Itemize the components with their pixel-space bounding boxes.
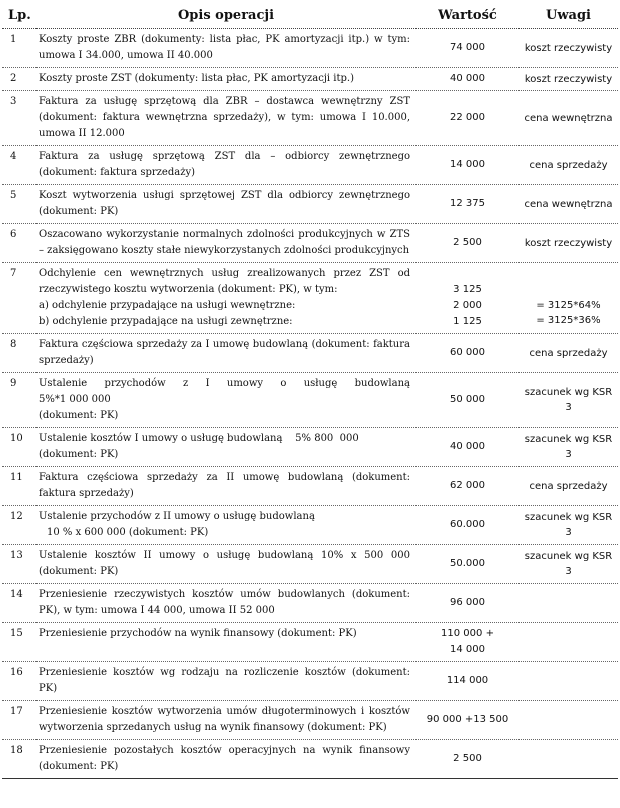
operation-description: Faktura za usługę sprzętową dla ZBR – dostawca wewnętrzny ZST (dokument: faktura wewnętrzna sprzedaży), w tym: umowa I 10.000, umowa II 12.000 — [36, 91, 416, 146]
value-part-b: 1 125 — [453, 316, 482, 327]
operation-description: Faktura częściowa sprzedaży za I umowę budowlaną (dokument: faktura sprzedaży) — [36, 334, 416, 373]
remark-part-b: = 3125*36% — [536, 315, 601, 326]
operation-description: Koszty proste ZST (dokumenty: lista płac, PK amortyzacji itp.) — [36, 68, 416, 91]
header-uwagi: Uwagi — [519, 0, 618, 29]
operation-value: 14 000 — [416, 146, 519, 185]
operation-description: Oszacowano wykorzystanie normalnych zdolności produkcyjnych w ZTS – zaksięgowano koszty stałe niewykorzystanych zdolności produkcyjnych — [36, 224, 416, 263]
operation-value: 96 000 — [416, 584, 519, 623]
header-opis: Opis operacji — [36, 0, 416, 29]
table-row — [2, 334, 618, 373]
operation-remark — [519, 701, 618, 740]
operation-description: Faktura częściowa sprzedaży za II umowę budowlaną (dokument: faktura sprzedaży) — [36, 467, 416, 506]
operation-value: 60 000 — [416, 334, 519, 373]
operation-description: Przeniesienie kosztów wytworzenia umów długoterminowych i kosztów wytworzenia sprzedanych usług na wynik finansowy (dokument: PK) — [36, 701, 416, 740]
operation-description — [36, 506, 416, 545]
operation-value: 60.000 — [416, 506, 519, 545]
table-row — [2, 467, 618, 506]
operation-value: 2 500 — [416, 224, 519, 263]
table-row — [2, 91, 618, 146]
operation-value: 50 000 — [416, 373, 519, 428]
operation-description — [36, 373, 416, 428]
operation-remark — [519, 584, 618, 623]
table-row — [2, 545, 618, 584]
operation-value: 40 000 — [416, 428, 519, 467]
description-line-1: Ustalenie przychodów z I umowy o usługę budowlaną — [39, 378, 410, 389]
row-number: 16 — [2, 662, 36, 701]
operation-value: 12 375 — [416, 185, 519, 224]
value-part-a: 2 000 — [453, 300, 482, 311]
operation-value: 74 000 — [416, 29, 519, 68]
table-row — [2, 662, 618, 701]
row-number: 2 — [2, 68, 36, 91]
row-number: 4 — [2, 146, 36, 185]
operation-value: 90 000 +13 500 — [416, 701, 519, 740]
operation-description: Koszt wytworzenia usługi sprzętowej ZST dla odbiorcy zewnętrznego (dokument: PK) — [36, 185, 416, 224]
operation-remark — [519, 740, 618, 779]
operation-remark — [519, 263, 618, 334]
description-line-2: 5%*1 000 000 — [39, 394, 111, 405]
value-line-2: 14 000 — [450, 644, 485, 655]
row-number: 14 — [2, 584, 36, 623]
operations-table — [2, 0, 618, 779]
row-number: 6 — [2, 224, 36, 263]
operation-remark: cena sprzedaży — [519, 467, 618, 506]
row-number: 17 — [2, 701, 36, 740]
header-wartosc: Wartość — [416, 0, 519, 29]
row-number: 8 — [2, 334, 36, 373]
operation-remark: szacunek wg KSR 3 — [519, 506, 618, 545]
table-row — [2, 185, 618, 224]
table-row — [2, 740, 618, 779]
operation-remark: szacunek wg KSR 3 — [519, 373, 618, 428]
description-line-3: (dokument: PK) — [39, 410, 119, 421]
row-number: 9 — [2, 373, 36, 428]
description-part-a: a) odchylenie przypadające na usługi wewnętrzne: — [39, 300, 296, 311]
description-main: Odchylenie cen wewnętrznych usług zrealizowanych przez ZST od rzeczywistego kosztu wytworzenia (dokument: PK), w tym: — [39, 268, 410, 295]
operation-description: Przeniesienie kosztów wg rodzaju na rozliczenie kosztów (dokument: PK) — [36, 662, 416, 701]
operation-value: 40 000 — [416, 68, 519, 91]
value-total: 3 125 — [453, 284, 482, 295]
description-part-b: b) odchylenie przypadające na usługi zewnętrzne: — [39, 316, 293, 327]
operation-value: 2 500 — [416, 740, 519, 779]
description-line-2: 10 % x 600 000 (dokument: PK) — [47, 527, 209, 538]
row-number: 3 — [2, 91, 36, 146]
operation-description — [36, 263, 416, 334]
operation-remark: cena wewnętrzna — [519, 185, 618, 224]
table-row — [2, 263, 618, 334]
operation-remark: cena wewnętrzna — [519, 91, 618, 146]
operation-value: 22 000 — [416, 91, 519, 146]
operation-value: 62 000 — [416, 467, 519, 506]
table-row — [2, 701, 618, 740]
operation-value: 114 000 — [416, 662, 519, 701]
operation-remark: szacunek wg KSR 3 — [519, 428, 618, 467]
table-row — [2, 373, 618, 428]
value-line-1: 110 000 + — [441, 628, 494, 639]
operation-value — [416, 623, 519, 662]
header-lp: Lp. — [2, 0, 36, 29]
row-number: 11 — [2, 467, 36, 506]
operation-description: Przeniesienie rzeczywistych kosztów umów budowlanych (dokument: PK), w tym: umowa I 44 000, umowa II 52 000 — [36, 584, 416, 623]
row-number: 1 — [2, 29, 36, 68]
operation-remark — [519, 623, 618, 662]
operation-description: Przeniesienie przychodów na wynik finansowy (dokument: PK) — [36, 623, 416, 662]
row-number: 12 — [2, 506, 36, 545]
row-number: 13 — [2, 545, 36, 584]
operation-description: Ustalenie kosztów I umowy o usługę budowlaną 5% 800 000 (dokument: PK) — [36, 428, 416, 467]
operation-description: Ustalenie kosztów II umowy o usługę budowlaną 10% x 500 000 (dokument: PK) — [36, 545, 416, 584]
operation-remark: koszt rzeczywisty — [519, 68, 618, 91]
row-number: 5 — [2, 185, 36, 224]
table-row — [2, 584, 618, 623]
table-row — [2, 68, 618, 91]
operation-description: Faktura za usługę sprzętową ZST dla – odbiorcy zewnętrznego (dokument: faktura sprzedaży) — [36, 146, 416, 185]
operation-remark: szacunek wg KSR 3 — [519, 545, 618, 584]
row-number: 15 — [2, 623, 36, 662]
operation-value — [416, 263, 519, 334]
operation-remark: cena sprzedaży — [519, 146, 618, 185]
table-row — [2, 224, 618, 263]
table-header-row — [2, 0, 618, 29]
row-number: 7 — [2, 263, 36, 334]
operation-description: Przeniesienie pozostałych kosztów operacyjnych na wynik finansowy (dokument: PK) — [36, 740, 416, 779]
table-row — [2, 623, 618, 662]
row-number: 10 — [2, 428, 36, 467]
row-number: 18 — [2, 740, 36, 779]
operation-value: 50.000 — [416, 545, 519, 584]
table-row — [2, 29, 618, 68]
table-row — [2, 146, 618, 185]
description-line-1: Ustalenie przychodów z II umowy o usługę budowlaną — [39, 511, 315, 522]
operation-remark: koszt rzeczywisty — [519, 224, 618, 263]
remark-part-a: = 3125*64% — [536, 300, 601, 311]
operation-remark: cena sprzedaży — [519, 334, 618, 373]
operation-remark: koszt rzeczywisty — [519, 29, 618, 68]
operation-description: Koszty proste ZBR (dokumenty: lista płac, PK amortyzacji itp.) w tym: umowa I 34.000, umowa II 40.000 — [36, 29, 416, 68]
table-row — [2, 506, 618, 545]
operation-remark — [519, 662, 618, 701]
table-row — [2, 428, 618, 467]
